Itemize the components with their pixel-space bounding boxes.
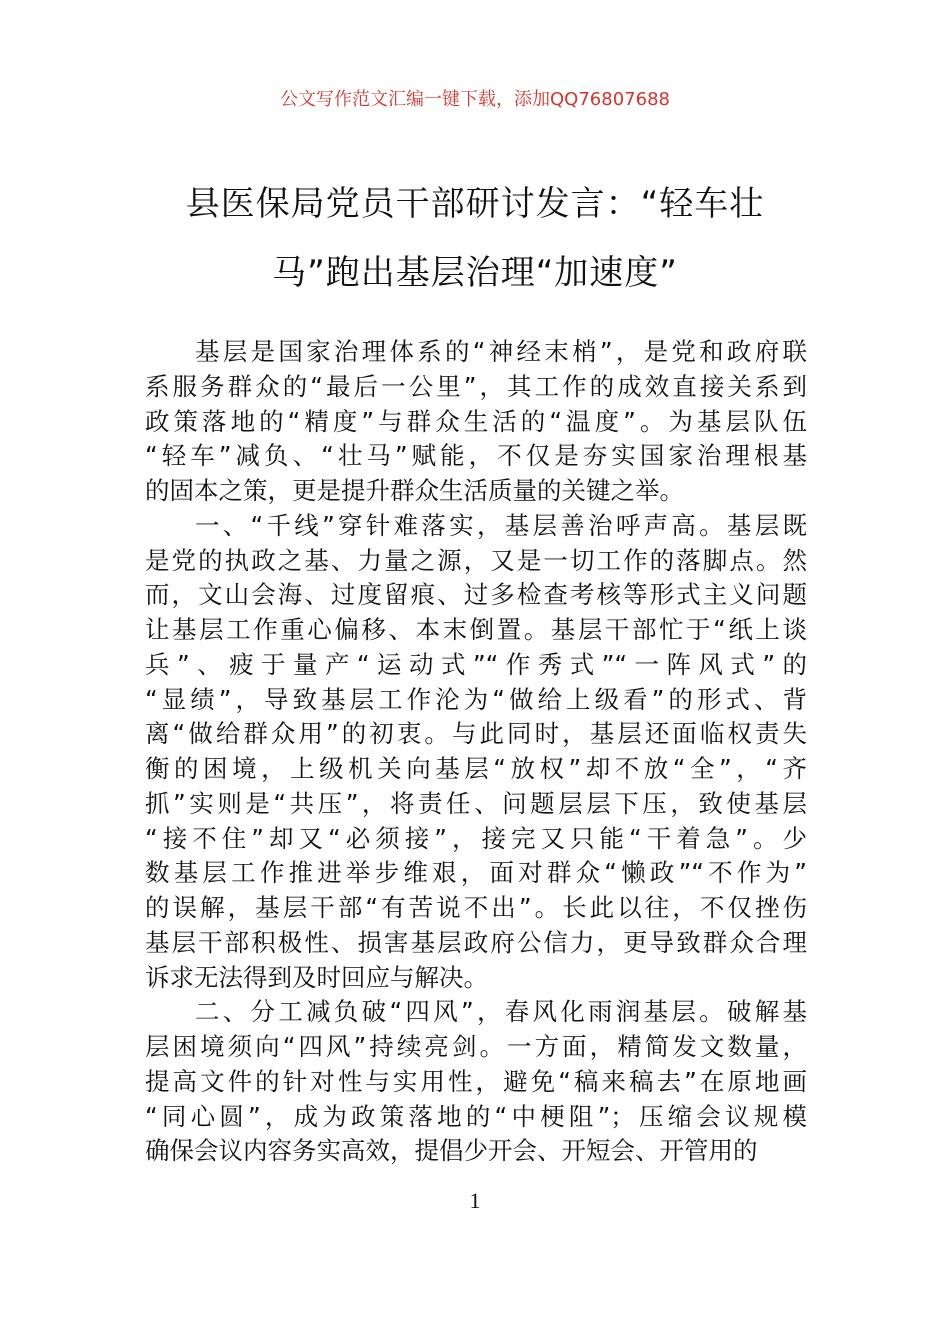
text-line: 的误解，基层干部“有苦说不出”。长此以往，不仅挫伤 — [145, 893, 807, 922]
text-line: 提高文件的针对性与实用性，避免“稿来稿去”在原地画 — [145, 1066, 807, 1096]
text-line: 基层是国家治理体系的“神经末梢”，是党和政府联 — [195, 337, 807, 366]
text-line: 政策落地的“精度”与群众生活的“温度”。为基层队伍 — [145, 406, 807, 436]
paragraph — [145, 995, 807, 1169]
text-line: 层困境须向“四风”持续亮剑。一方面，精简发文数量， — [145, 1032, 807, 1061]
paragraph — [145, 335, 807, 509]
document-body — [145, 335, 807, 1169]
text-line: “同心圆”，成为政策落地的“中梗阻”；压缩会议规模 — [145, 1101, 807, 1131]
text-line: 二、分工减负破“四风”，春风化雨润基层。破解基 — [195, 997, 807, 1027]
page-number: 1 — [469, 1188, 481, 1213]
text-line: 诉求无法得到及时回应与解决。 — [145, 962, 488, 992]
text-line: 的固本之策，更是提升群众生活质量的关键之举。 — [145, 476, 684, 505]
text-line: “接不住”却又“必须接”，接完又只能“干着急”。少 — [145, 823, 807, 853]
text-line: 数基层工作推进举步维艰，面对群众“懒政”“不作为” — [145, 858, 807, 888]
text-line: 兵”、疲于量产“运动式”“作秀式”“一阵风式”的 — [145, 649, 807, 679]
text-line: 系服务群众的“最后一公里”，其工作的成效直接关系到 — [145, 371, 807, 401]
text-line: 一、“千线”穿针难落实，基层善治呼声高。基层既 — [195, 510, 807, 540]
text-line: “显绩”，导致基层工作沦为“做给上级看”的形式、背 — [145, 684, 807, 714]
text-line: 基层干部积极性、损害基层政府公信力，更导致群众合理 — [145, 927, 807, 957]
text-line: 抓”实则是“共压”，将责任、问题层层下压，致使基层 — [145, 788, 807, 818]
paragraph — [145, 509, 807, 996]
document-title — [150, 170, 800, 308]
text-line: 衡的困境，上级机关向基层“放权”却不放“全”，“齐 — [145, 754, 807, 783]
watermark-banner: 公文写作范文汇编一键下载，添加QQ76807688 — [280, 89, 670, 110]
text-line: 让基层工作重心偏移、本末倒置。基层干部忙于“纸上谈 — [145, 615, 807, 644]
text-line: 是党的执政之基、力量之源，又是一切工作的落脚点。然 — [145, 545, 807, 575]
text-line: 离“做给群众用”的初衷。与此同时，基层还面临权责失 — [145, 719, 807, 749]
text-line: “轻车”减负、“壮马”赋能，不仅是夯实国家治理根基 — [145, 441, 807, 471]
title-line: 马”跑出基层治理“加速度” — [272, 253, 678, 293]
title-line: 县医保局党员干部研讨发言：“轻车壮 — [185, 184, 765, 224]
text-line: 而，文山会海、过度留痕、过多检查考核等形式主义问题 — [145, 580, 807, 610]
text-line: 确保会议内容务实高效，提倡少开会、开短会、开管用的 — [145, 1136, 758, 1166]
